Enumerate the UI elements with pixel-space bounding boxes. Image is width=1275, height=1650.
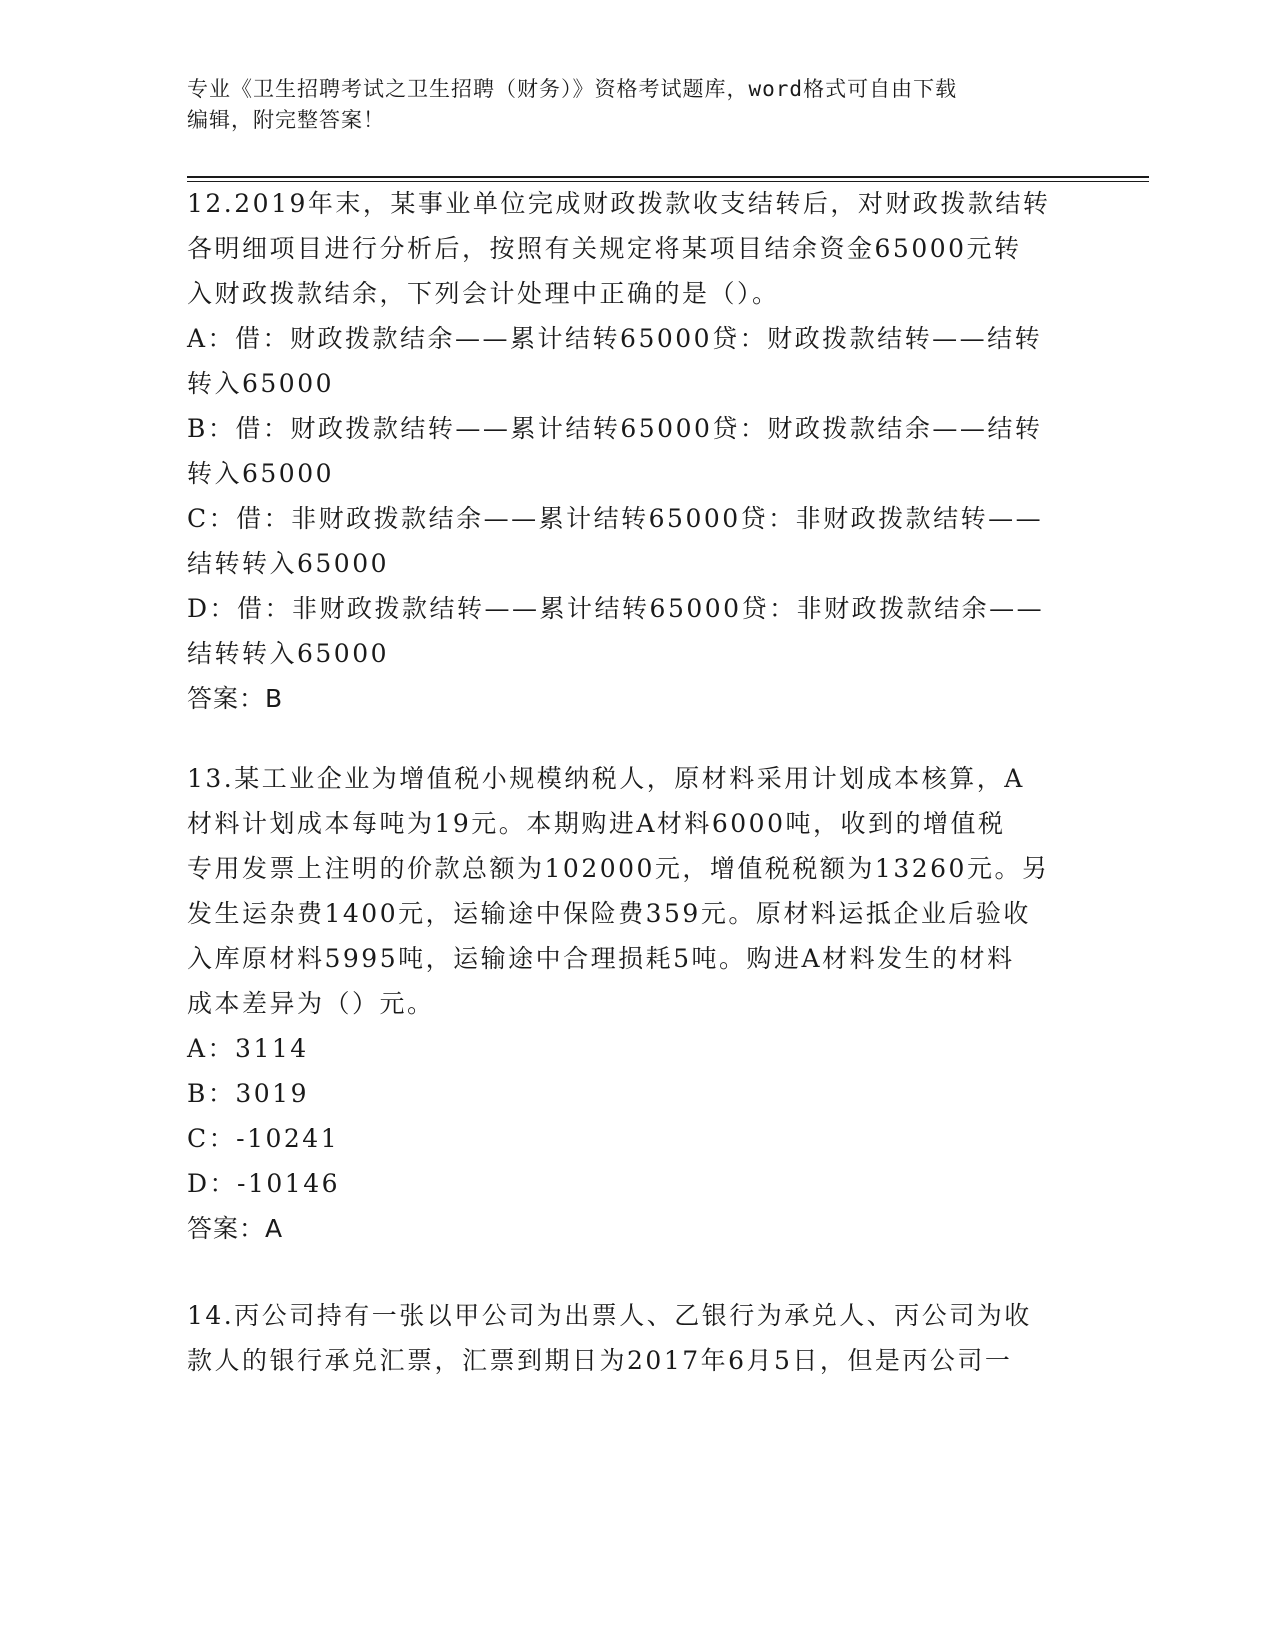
option-b: B：3019 <box>187 1079 309 1108</box>
option-b-cont: 转入65000 <box>187 459 335 488</box>
option-a-cont: 转入65000 <box>187 369 335 398</box>
question-line: 入库原材料5995吨，运输途中合理损耗5吨。购进A材料发生的材料 <box>187 944 1015 973</box>
question-line: 12.2019年末，某事业单位完成财政拨款收支结转后，对财政拨款结转 <box>187 189 1051 218</box>
option-d: D：-10146 <box>187 1169 341 1198</box>
question-line: 入财政拨款结余，下列会计处理中正确的是（）。 <box>187 279 780 308</box>
question-line: 成本差异为（）元。 <box>187 989 435 1018</box>
question-14 <box>187 1293 1087 1383</box>
page-header <box>187 74 1067 136</box>
question-line: 专用发票上注明的价款总额为102000元，增值税税额为13260元。另 <box>187 854 1050 883</box>
question-line: 14.丙公司持有一张以甲公司为出票人、乙银行为承兑人、丙公司为收 <box>187 1301 1032 1330</box>
option-c: C：借：非财政拨款结余——累计结转65000贷：非财政拨款结转—— <box>187 504 1044 533</box>
option-d: D：借：非财政拨款结转——累计结转65000贷：非财政拨款结余—— <box>187 594 1045 623</box>
option-c: C：-10241 <box>187 1124 340 1153</box>
question-line: 款人的银行承兑汇票，汇票到期日为2017年6月5日，但是丙公司一 <box>187 1346 1013 1375</box>
option-a: A：3114 <box>187 1034 309 1063</box>
option-c-cont: 结转转入65000 <box>187 549 390 578</box>
header-divider-thick <box>187 176 1149 178</box>
question-line: 材料计划成本每吨为19元。本期购进A材料6000吨，收到的增值税 <box>187 809 1006 838</box>
question-line: 发生运杂费1400元，运输途中保险费359元。原材料运抵企业后验收 <box>187 899 1031 928</box>
option-a: A：借：财政拨款结余——累计结转65000贷：财政拨款结转——结转 <box>187 324 1043 353</box>
question-line: 13.某工业企业为增值税小规模纳税人，原材料采用计划成本核算，A <box>187 764 1025 793</box>
option-b: B：借：财政拨款结转——累计结转65000贷：财政拨款结余——结转 <box>187 414 1043 443</box>
question-12 <box>187 181 1087 721</box>
question-line: 各明细项目进行分析后，按照有关规定将某项目结余资金65000元转 <box>187 234 1022 263</box>
header-line-2: 编辑，附完整答案！ <box>187 108 385 132</box>
answer-label: 答案：B <box>187 684 284 713</box>
question-13 <box>187 756 1087 1251</box>
answer-label: 答案：A <box>187 1214 284 1243</box>
header-line-1: 专业《卫生招聘考试之卫生招聘（财务）》资格考试题库，word格式可自由下载 <box>187 77 958 101</box>
option-d-cont: 结转转入65000 <box>187 639 390 668</box>
